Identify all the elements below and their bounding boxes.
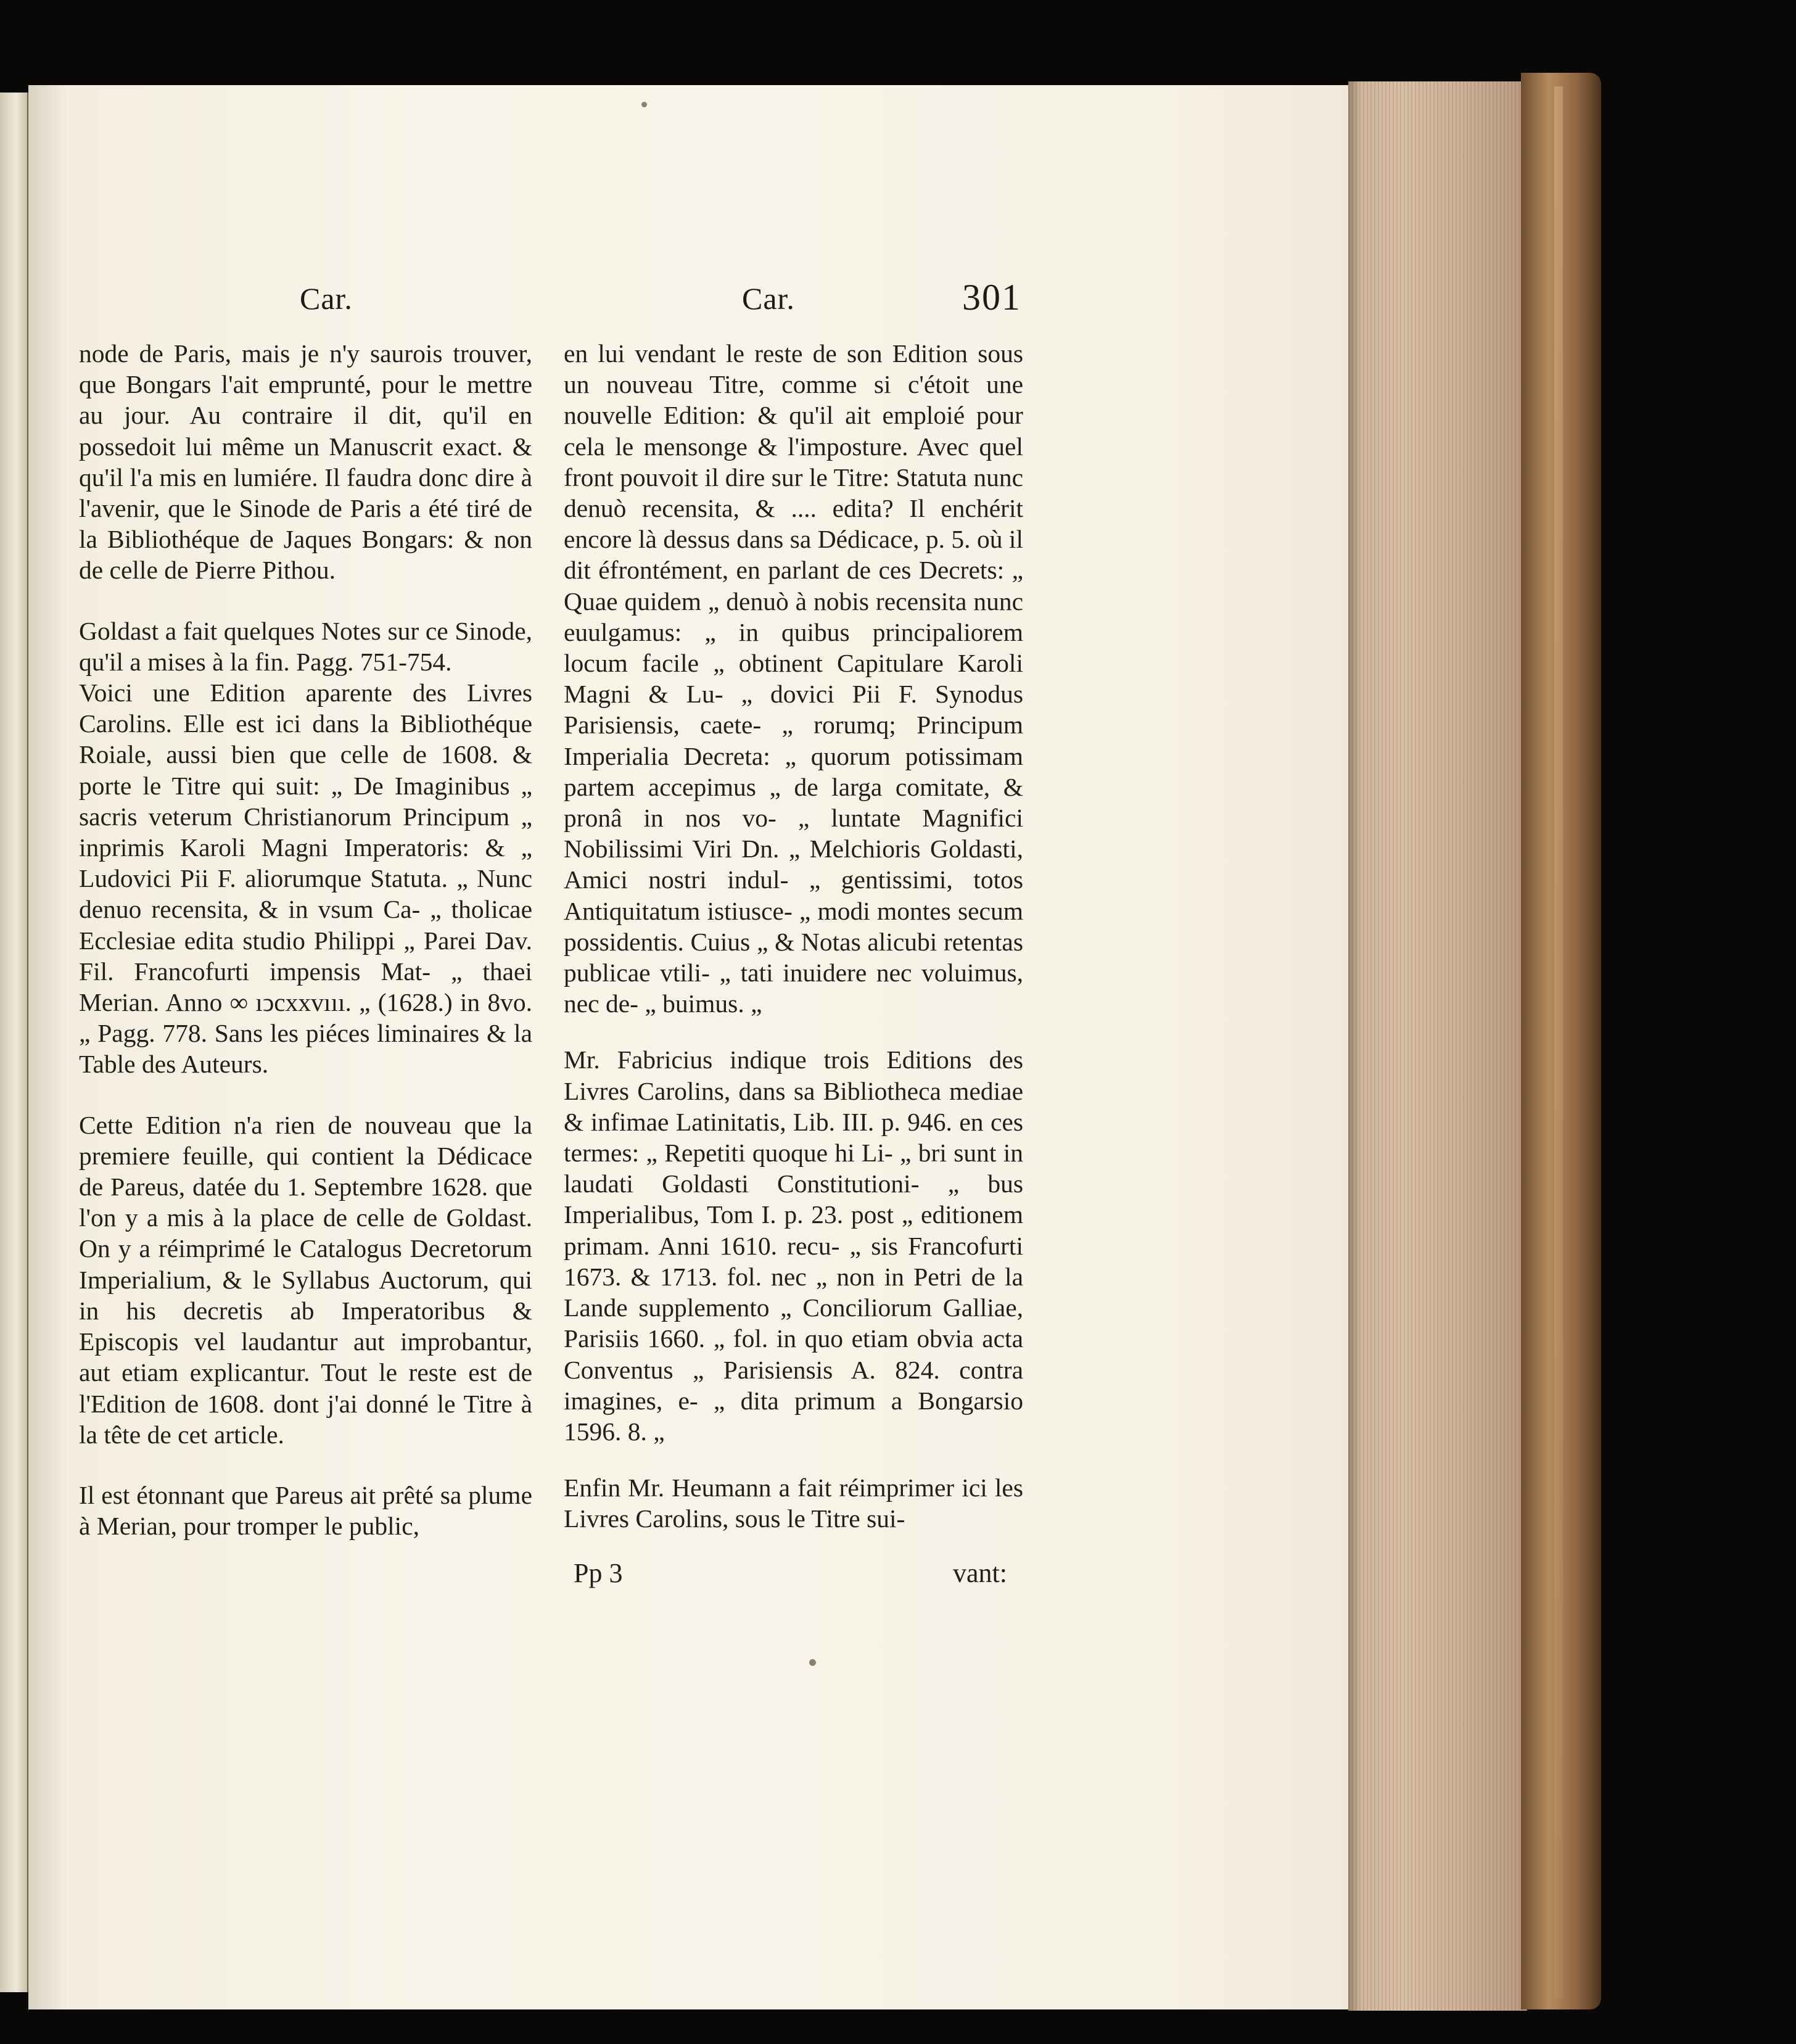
page-number: 301	[962, 277, 1021, 318]
signature-mark: Pp 3	[574, 1558, 623, 1588]
paper-speck	[641, 102, 647, 107]
page-edge-shadow	[1348, 81, 1361, 2011]
left-text-column	[79, 338, 532, 1541]
running-head-right: Car.	[742, 281, 795, 316]
cover-highlight	[1554, 86, 1563, 1998]
paragraph: Il est étonnant que Pareus ait prêté sa plume à Merian, pour tromper le public,	[79, 1480, 532, 1541]
catchword: vant:	[953, 1558, 1007, 1588]
paper-speck	[809, 1659, 816, 1666]
paragraph: node de Paris, mais je n'y saurois trouver, que Bongars l'ait emprunté, pour le mettre au jour. Au contraire il dit, qu'il en possedoit lui même un Manuscrit exact. & qu'il l'a mis en lumiére. Il faudra donc dire à l'avenir, que le Sinode de Paris a été tiré de la Bibliothéque de Jaques Bongars: & non de celle de Pierre Pithou.	[79, 339, 532, 585]
paragraph: Voici une Edition aparente des Livres Carolins. Elle est ici dans la Bibliothéque Roiale, aussi bien que celle de 1608. & porte le Titre qui suit: „ De Imaginibus „ sacris veterum Christianorum Principum „ inprimis Karoli Magni Imperatoris: & „ Ludovici Pii F. aliorumque Statuta. „ Nunc denuo recensita, & in vsum Ca- „ tholicae Ecclesiae edita studio Philippi „ Parei Dav. Fil. Francofurti impensis Mat- „ thaei Merian. Anno ∞ ıↄcxxvııı. „ (1628.) in 8vo. „ Pagg. 778. Sans les piéces liminaires & la Table des Auteurs.	[79, 678, 532, 1079]
paragraph: Goldast a fait quelques Notes sur ce Sinode, qu'il a mises à la fin. Pagg. 751-754.	[79, 616, 532, 676]
previous-page-edge	[0, 93, 28, 1992]
right-text-column	[564, 338, 1023, 1535]
paragraph: Cette Edition n'a rien de nouveau que la premiere feuille, qui contient la Dédicace de Pareus, datée du 1. Septembre 1628. que l'on y a mis à la place de celle de Goldast. On y a réimprimé le Catalogus Decretorum Imperialium, & le Syllabus Auctorum, qui in his decretis ab Imperatoribus & Episcopis vel laudantur aut improbantur, aut etiam explicantur. Tout le reste est de l'Edition de 1608. dont j'ai donné le Titre à la tête de cet article.	[79, 1110, 532, 1449]
paragraph: en lui vendant le reste de son Edition sous un nouveau Titre, comme si c'étoit une nouvelle Edition: & qu'il ait emploié pour cela le mensonge & l'imposture. Avec quel front pouvoit il dire sur le Titre: Statuta nunc denuò recensita, & .... edita? Il enchérit encore là dessus dans sa Dédicace, p. 5. où il dit éfrontément, en parlant de ces Decrets: „ Quae quidem „ denuò à nobis recensita nunc euulgamus: „ in quibus principaliorem locum facile „ obtinent Capitulare Karoli Magni & Lu- „ dovici Pii F. Synodus Parisiensis, caete- „ rorumq; Principum Imperialia Decreta: „ quorum potissimam partem accepimus „ de larga comitate, & pronâ in nos vo- „ luntate Magnifici Nobilissimi Viri Dn. „ Melchioris Goldasti, Amici nostri indul- „ gentissimi, totos Antiquitatum istiusce- „ modi montes secum possidentis. Cuius „ & Notas alicubi retentas publicae vtili- „ tati inuidere nec voluimus, nec de- „ buimus. „	[564, 339, 1023, 1018]
page-block-edges	[1348, 81, 1527, 2011]
paragraph: Enfin Mr. Heumann a fait réimprimer ici les Livres Carolins, sous le Titre sui-	[564, 1473, 1023, 1533]
paragraph: Mr. Fabricius indique trois Editions des Livres Carolins, dans sa Bibliotheca mediae & infimae Latinitatis, Lib. III. p. 946. en ces termes: „ Repetiti quoque hi Li- „ bri sunt in laudati Goldasti Constitutioni- „ bus Imperialibus, Tom I. p. 23. post „ editionem primam. Anni 1610. recu- „ sis Francofurti 1673. & 1713. fol. nec „ non in Petri de la Lande supplemento „ Conciliorum Galliae, Parisiis 1660. „ fol. in quo etiam obvia acta Conventus „ Parisiensis A. 824. contra imagines, e- „ dita primum a Bongarsio 1596. 8. „	[564, 1045, 1023, 1446]
running-head-left: Car.	[300, 281, 353, 316]
